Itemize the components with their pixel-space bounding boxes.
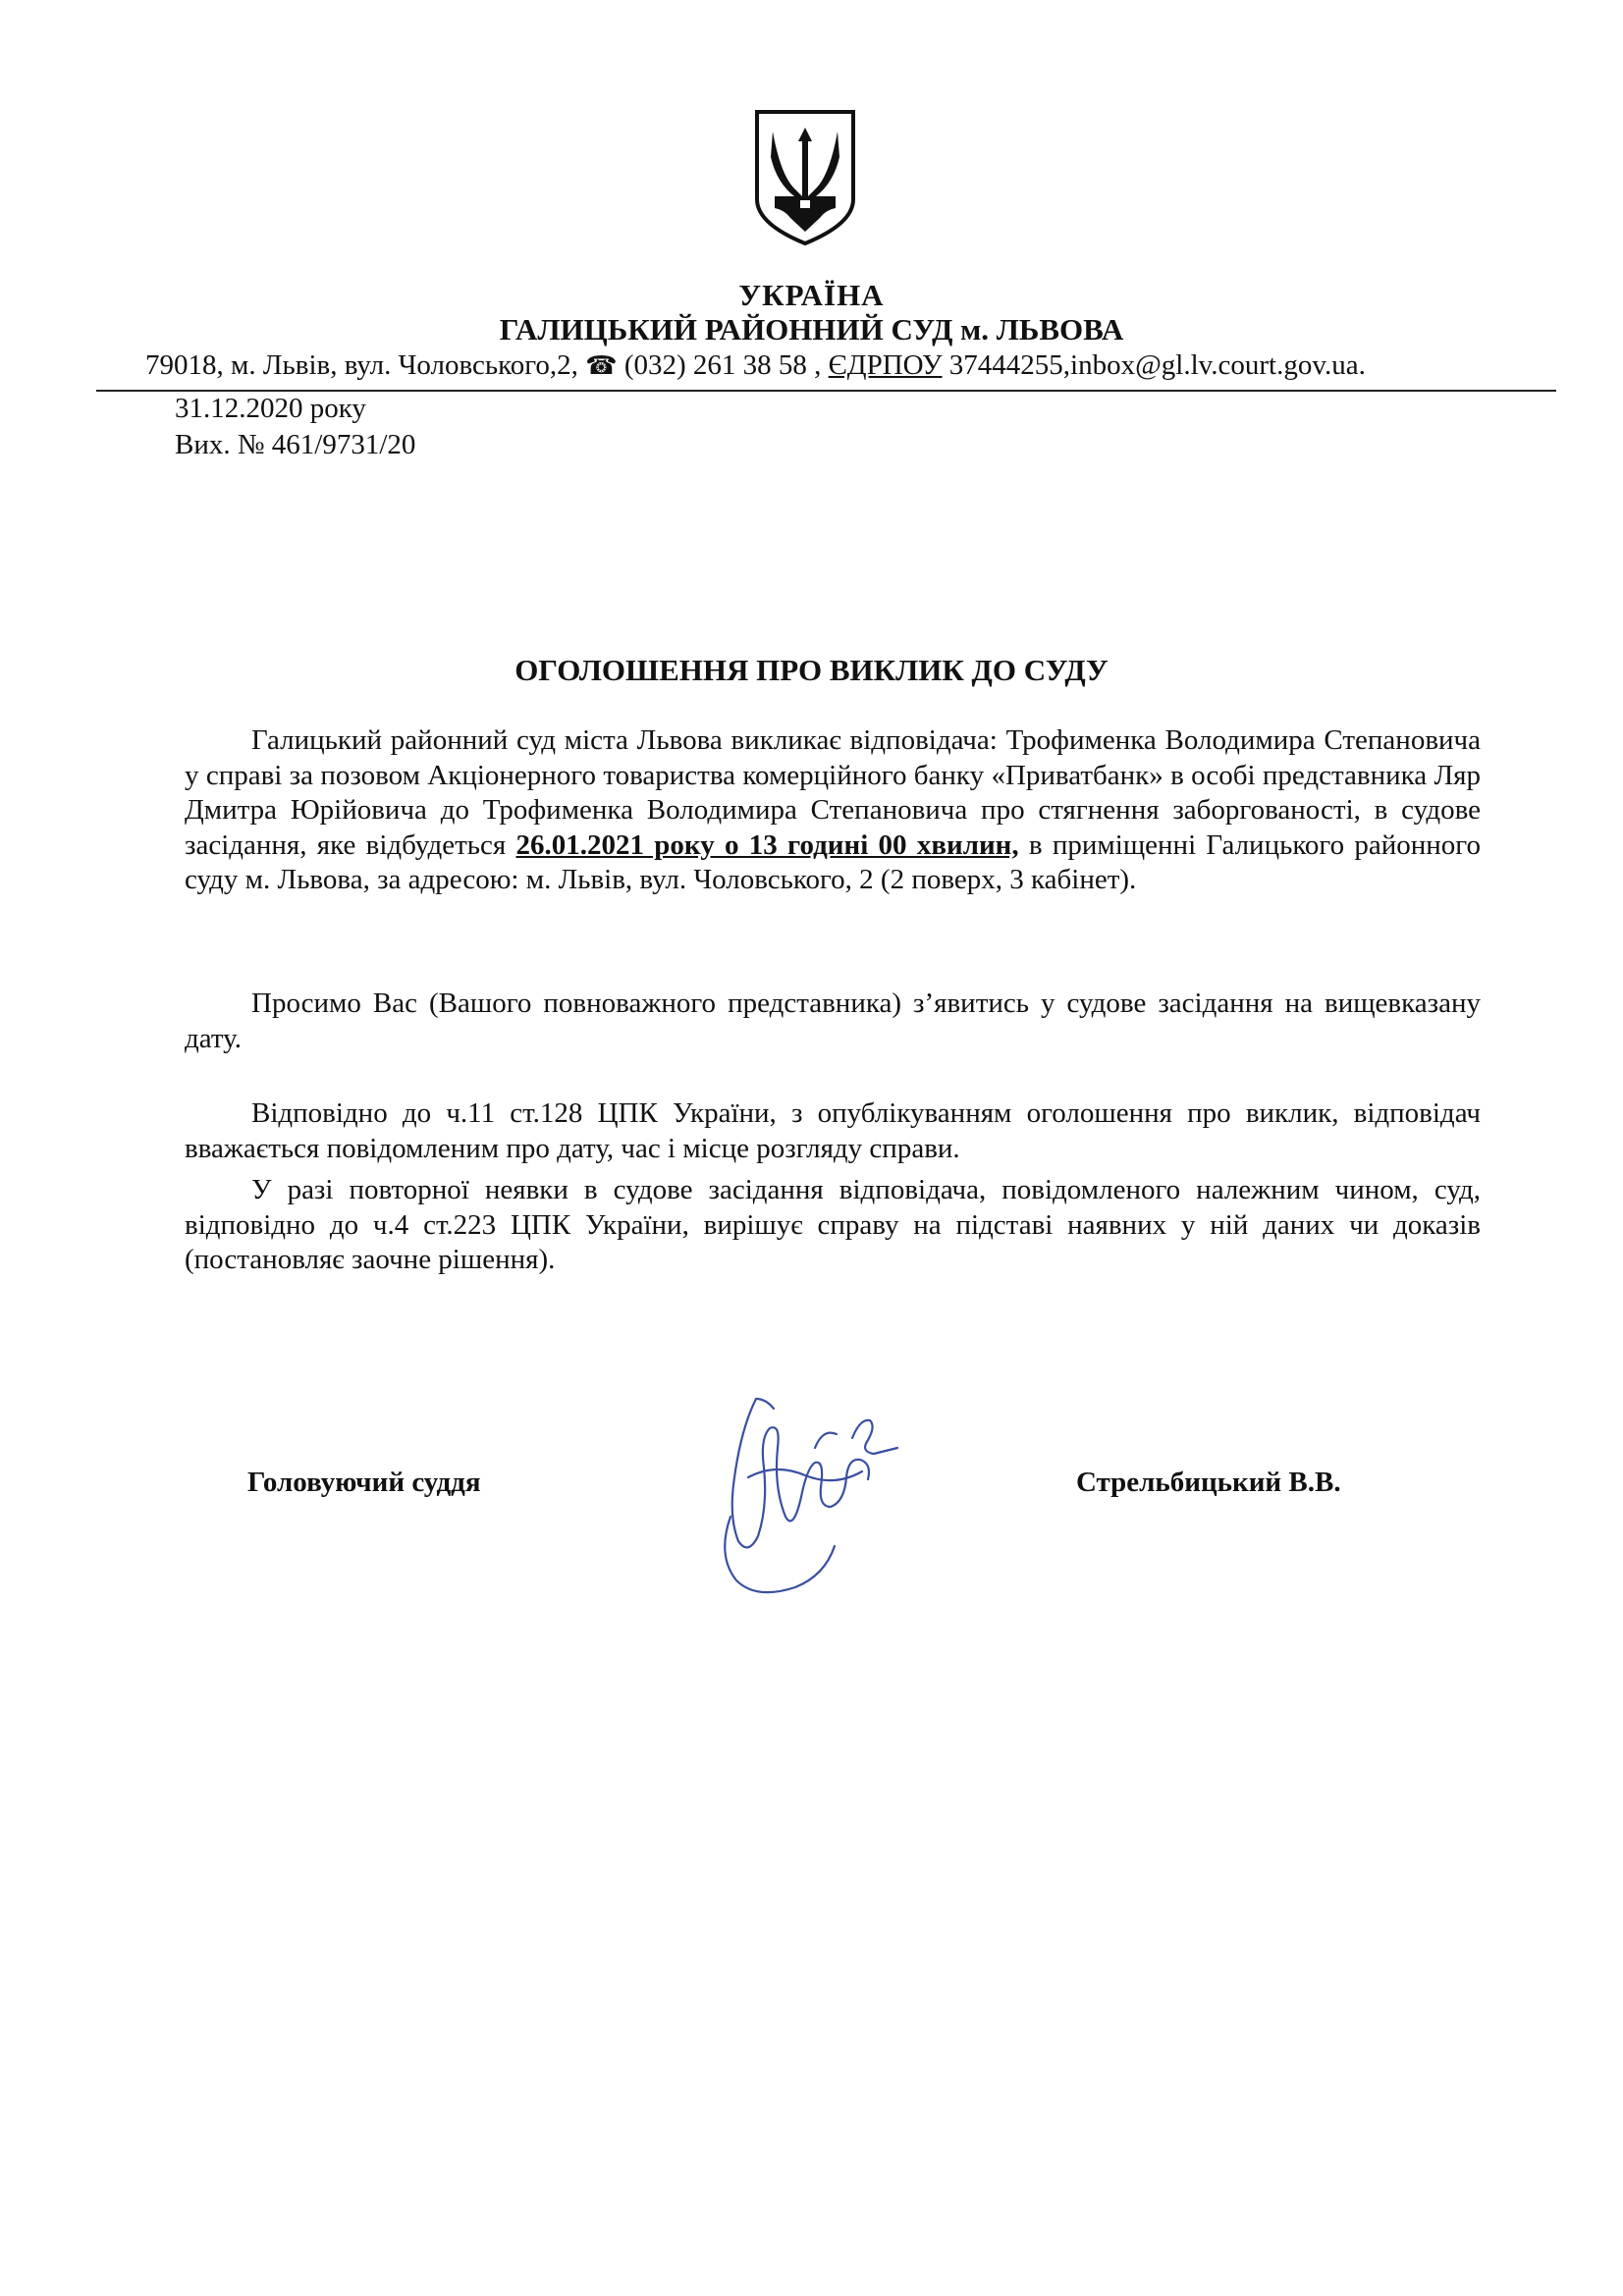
judge-name: Стрельбицький В.В. bbox=[1076, 1467, 1341, 1498]
request-paragraph: Просимо Вас (Вашого повноважного представника) з’явитись у судове засідання на вищевказану дату. bbox=[185, 988, 1481, 1054]
summons-text-start: Галицький районний суд міста Львова викликає відповідача: Трофименка Володимира Степановича у справі за позовом Акціонерного товариства комерційного банку «Приватбанк» в особі представника Ляр Дмитра Юрійовича до Трофименка Володимира Степановича про стягнення заборгованості, в судове засідання, яке відбудеться bbox=[185, 724, 1481, 861]
edrpou-label: ЄДРПОУ bbox=[828, 349, 943, 381]
court-address: 79018, м. Львів, вул. Чоловського,2, bbox=[145, 349, 586, 381]
country-heading: УКРАЇНА bbox=[738, 278, 885, 312]
outgoing-number: Вих. № 461/9731/20 bbox=[175, 429, 416, 460]
summons-text-end: в приміщенні Галицького районного суду м. Львова, за адресою: м. Львів, вул. Чоловського, 2 (2 поверх, 3 кабінет). bbox=[185, 828, 1481, 895]
phone-icon: ☎ bbox=[585, 351, 618, 381]
document-title: ОГОЛОШЕННЯ ПРО ВИКЛИК ДО СУДУ bbox=[514, 653, 1109, 687]
court-name-heading: ГАЛИЦЬКИЙ РАЙОННИЙ СУД м. ЛЬВОВА bbox=[499, 312, 1124, 347]
header-divider bbox=[96, 390, 1556, 392]
judge-role: Головуючий суддя bbox=[247, 1467, 481, 1498]
hearing-datetime: 26.01.2021 року о 13 годині 00 хвилин, bbox=[515, 828, 1019, 861]
notice-paragraph: Відповідно до ч.11 ст.128 ЦПК України, з опублікуванням оголошення про виклик, відповідач вважається повідомленим про дату, час і місце розгляду справи. bbox=[185, 1097, 1481, 1164]
handwritten-signature bbox=[687, 1369, 913, 1610]
summons-paragraph bbox=[185, 723, 1481, 898]
absence-paragraph: У разі повторної неявки в судове засідання відповідача, повідомленого належним чином, суд, відповідно до ч.4 ст.223 ЦПК України, вирішує справу на підставі наявних у ній даних чи доказів (постановляє заочне рішення). bbox=[185, 1174, 1481, 1275]
court-contacts bbox=[145, 349, 1366, 382]
document-date: 31.12.2020 року bbox=[175, 393, 366, 424]
court-phone: (032) 261 38 58 , bbox=[617, 349, 829, 381]
trident-emblem-icon bbox=[751, 106, 859, 248]
edrpou-email: 37444255,inbox@gl.lv.court.gov.ua. bbox=[942, 349, 1366, 381]
